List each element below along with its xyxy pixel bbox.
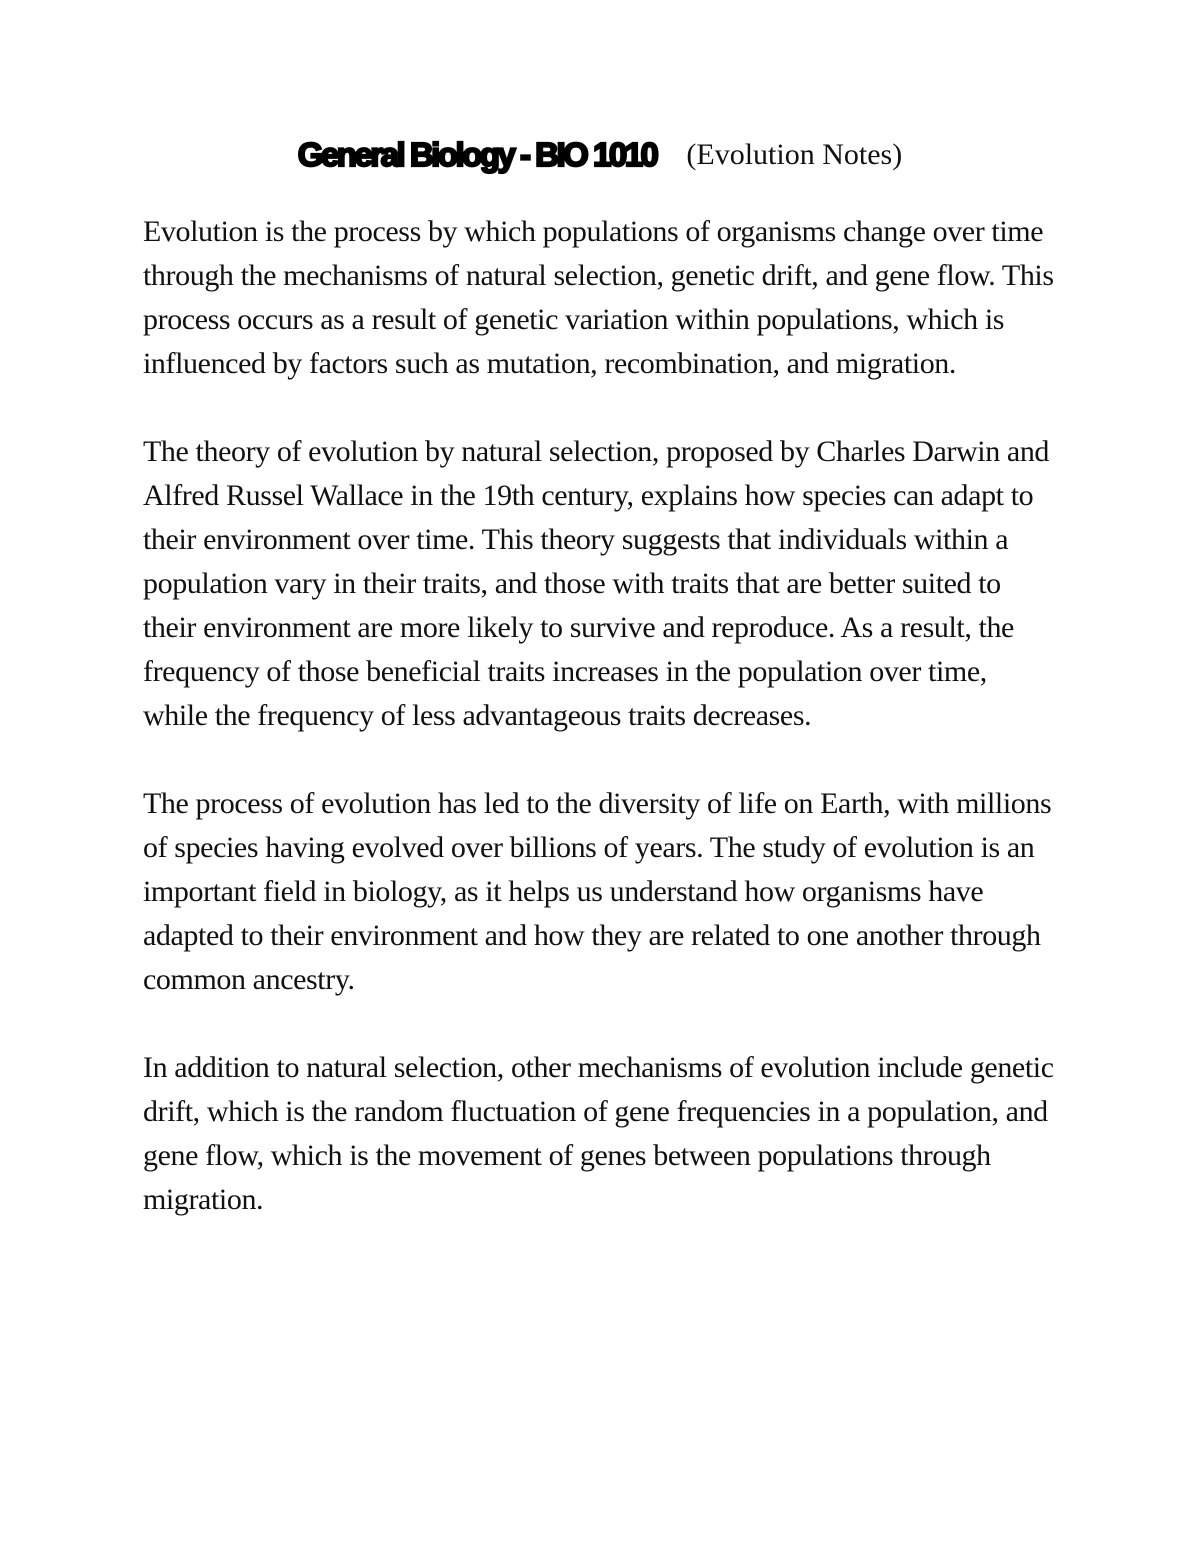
paragraph-natural-selection: The theory of evolution by natural selection, proposed by Charles Darwin and Alfred Russel Wallace in the 19th century, explains how species can adapt to their environment over time. This theory suggests that individuals within a population vary in their traits, and those with traits that are better suited to their environment are more likely to survive and reproduce. As a result, the frequency of those beneficial traits increases in the population over time, while the frequency of less advantageous traits decreases. [143,435,1050,732]
document-subtitle: (Evolution Notes) [686,138,903,171]
document-heading [143,136,1057,174]
paragraph-diversity-of-life: The process of evolution has led to the diversity of life on Earth, with millions of species having evolved over billions of years. The study of evolution is an important field in biology, as it helps us understand how organisms have adapted to their environment and how they are related to one another through common ancestry. [143,787,1052,996]
paragraph-evolution-definition: Evolution is the process by which populations of organisms change over time through the mechanisms of natural selection, genetic drift, and gene flow. This process occurs as a result of genetic variation within populations, which is influenced by factors such as mutation, recombination, and migration. [143,215,1054,380]
document-title: General Biology - BIO 1010 [297,136,657,173]
paragraph-other-mechanisms: In addition to natural selection, other mechanisms of evolution include genetic drift, which is the random fluctuation of gene frequencies in a population, and gene flow, which is the movement of genes between populations through migration. [143,1051,1054,1216]
